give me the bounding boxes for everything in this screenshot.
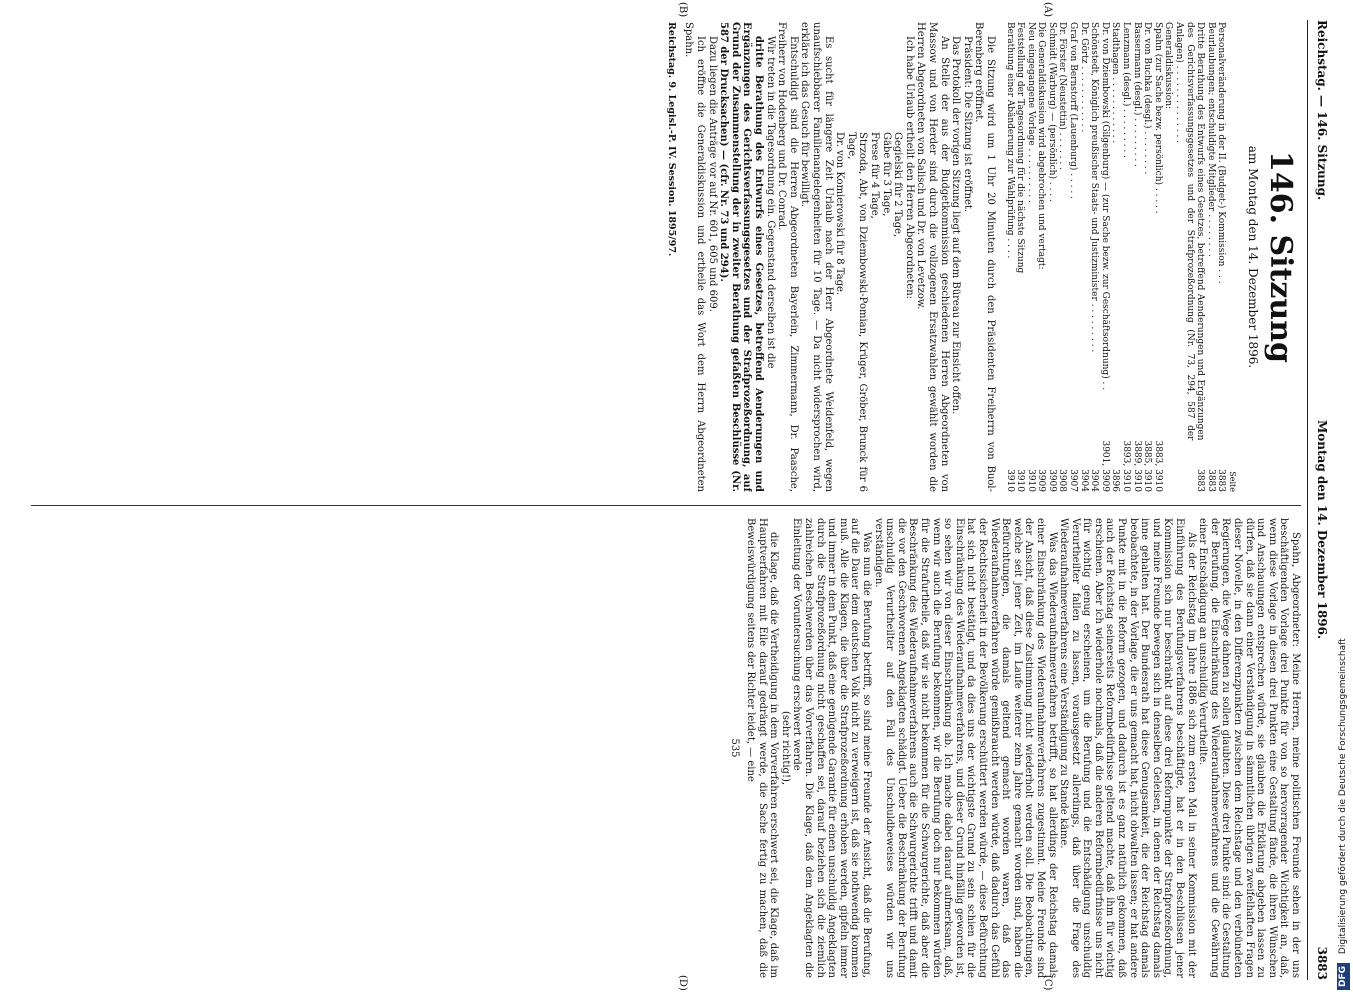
toc-entry-text: Schmidt (Warburg) — (persönlich) . . . . [1046,22,1057,202]
toc-entry-page: 3893, 3910 [1121,440,1132,492]
toc-entry-page: 3904 [1078,469,1089,492]
toc-row [1216,22,1227,492]
paragraph: Es sucht für längere Zeit Urlaub nach der Herr Abgeordnete Weidenfeld, wegen unaufschiebbarer Familienangelegenheiten für 10 Tage. — Da nicht widersprochen wird, erkläre ich das Gesuch für bewilligt. [799,22,834,492]
toc-entry-page: 3908 [1057,469,1068,492]
toc-row [1068,22,1079,492]
paragraph: (sehr richtig!), [779,710,791,786]
toc-entry-text: Berathung einer Abänderung zur Wahlprüfung . . . . [1004,22,1015,259]
toc-entry-text: Neu eingegangene Vorlage . . . . . . . . . . [1025,22,1036,203]
toc-entry-text: Graf von Bernstorff (Lauenburg) . . . . . [1068,22,1079,199]
toc-row [1004,22,1015,492]
paragraph: Frese für 4 Tage, [869,132,880,219]
running-header [1307,20,1335,980]
volume-footer: Reichstag. 9. Legisl.-P. IV. Session. 1895/97. [665,22,677,257]
toc-entry-page: 3904 [1089,469,1100,492]
paragraph: Strzoda, Abt, von Dziembowski-Pomian, Krüger, Gröber, Brunck für 6 Tage, [845,132,869,492]
toc-entry-page [1163,440,1174,492]
toc-row [1173,22,1205,492]
toc-row [1025,22,1036,492]
left-column [31,22,1301,492]
toc-row [1152,22,1163,492]
paragraph: Als der Reichstag im Jahre 1886 sich zum ersten Mal in seiner Kommission mit der Einführung des Berufungsverfahrens beschäftigte, hat er in den Beschlüssen jener Kommission sich nur beschränkt auf diese drei Reformpunkte der Strafprozeßordnung, und meine Freunde bewegen sich in denselben Geleisen, in denen der Reichstag damals inne gehalten hat. Der Bundesrath hat diese Genugsamkeit, die der Reichstag damals beobachtete, in der Vorlage, die er uns gemacht hat, nicht obwalten lassen; er hat andere Punkte mit in die Reform gezogen, und dadurch ist es ganz natürlich gekommen, daß auch der Reichstag seinerseits Reformbedürfnisse geltend machte, daß ihm für wichtig erschienen. Aber ich wiederhole nochmals, daß die anderen Reformbedürfnisse uns nicht für wichtig genug erscheinen, um die Berufung und die Entschädigung unschuldig Verurtheilter fallen zu lassen, vorausgesetzt allerdings, daß über die Frage des Wiederaufnahmeverfahrens eine Verständigung zu Stande käme. [1058,518,1197,978]
toc-entry-text: Dr. Görtz . . . . . . . . . . . . [1078,22,1089,133]
toc-entry-text: Schönstedt, Königlich preußischer Staats- und Justizminister . . . . . . . . . [1089,22,1100,353]
toc-row [1142,22,1153,492]
toc-row [1046,22,1057,492]
table-of-contents [1004,22,1226,492]
toc-entry-page: 3883 [1216,469,1227,492]
session-title: 146. Sitzung [1263,150,1298,364]
column-divider [31,505,1301,506]
margin-marker-a: (A) [1042,2,1053,18]
paragraph: Was nun die Berufung betrifft, so sind meine Freunde der Ansicht, daß die Berufung, auf die Dauer dem deutschen Volk nicht zu verweigern ist, daß sie nothwendig kommen muß. Alle die Klagen, die über die Strafprozeßordnung erhoben werden, gipfeln immer und immer in dem Punkt, daß eine genügende Garantie für einen unschuldig Angeklagten durch die Strafprozeßordnung nicht geschaffen sei, darauf beziehen sich die ziemlich zahlreichen Beschwerden über das Vorverfahren. Die Klage, daß dem Angeklagten die Einleitung der Voruntersuchung erschwert werde [791,518,873,978]
paragraph: Gäbe für 3 Tage, [880,132,892,217]
toc-row [1089,22,1100,492]
toc-entry-text: Feststellung der Tagesordnung für die nächste Sitzung [1015,22,1026,274]
toc-row [1015,22,1026,492]
paragraph: Die Sitzung wird um 1 Uhr 20 Minuten durch den Präsidenten Freiherrn von Buol-Berenberg eröffnet. [973,22,996,492]
header-left: Reichstag. — 146. Sitzung. [1315,20,1329,201]
paragraph: Wir treten in die Tagesordnung ein. Gegenstand derselben ist die [764,36,776,369]
toc-entry-page: 3896 [1110,469,1121,492]
paragraph: Das Protokoll der vorigen Sitzung liegt auf dem Büreau zur Einsicht offen. [950,36,962,415]
digitization-credit [1334,8,1352,990]
paragraph: Spahn, Abgeordneter: Meine Herren, meine politischen Freunde sehen in der uns beschäftigenden Vorlage drei Punkte für von so hervorragender Wichtigkeit an, daß, wenn diese Vorlage in diesen drei Punkten eine Gestaltung fände, die ihren Wünschen und Anschauungen entsprechen würde, sie glauben die Erklärung abgeben lassen zu dürfen, daß sie dann einer Verständigung in sämmtlichen übrigen zweifelhaften Fragen dieser Novelle, in den Differenzpunkten zwischen dem Reichstage und den verbündeten Regierungen, die Wege dahnen zu sollen glaubten. Diese drei Punkte sind: die Gestaltung der Berufung, die Einschränkung des Wiederaufnahmeverfahrens und die Gewährung einer Entschädigung an unschuldig Verurtheilte. [1197,518,1301,978]
toc-row [1120,22,1131,492]
toc-entry-page: 3909 [1046,469,1057,492]
paragraph: Entschuldigt sind die Herren Abgeordneten Bayerlein, Zimmermann, Dr. Paasche, Freiherr von Hodenberg und Dr. Conrad. [776,22,799,492]
paragraph: Dazu liegen die Anträge vor auf Nr. 601, 605 und 609. [706,36,718,312]
toc-entry-page: 3885, 3910 [1142,440,1153,492]
toc-entry-page: 3883 [1195,469,1206,492]
toc-entry-page: 3910 [1015,469,1026,492]
toc-entry-text: Stadthagen . . . . . . . . . . . . [1110,22,1121,144]
paragraph: An Stelle der aus der Budgetkommission geschiedenen Herren Abgeordneten von Massow und von Herder sind durch die vollzogenen Ersatzwahlen gewählt worden die Herren Abgeordneten von Salisch und Dr. von Levetzow. [915,22,950,492]
toc-entry-page: 3883 [1205,469,1216,492]
toc-row [1205,22,1216,492]
paragraph: Was das Wiederaufnahmeverfahren betrifft, so hat allerdings der Reichstag damals einer Einschränkung des Wiederaufnahmeverfahrens zugestimmt. Meine Freunde sind der Ansicht, daß diese Zustimmung nicht wiederholt werden soll. Die Beobachtungen, welche seit jener Zeit, im Laufe weiterer zehn Jahre gemacht worden sind, haben die Befürchtungen, die damals geltend gemacht worden waren, daß das Wiederaufnahmeverfahren würde gemißbraucht werden würde, daß dadurch das Gefühl der Rechtssicherheit in der Bevölkerung erschüttert werden würde, — diese Befürchtung hat sich nicht bestätigt, und da dies uns der wichtigste Grund zu sein schien für die Einschränkung des Wiederaufnahmeverfahrens, und dieser Grund hinfällig geworden ist, so sehen wir von dieser Einschränkung ab. Ich mache dabei darauf aufmerksam, daß, wenn wir auch die Berufung bekommen, wir die Berufung doch nur bekommen würden für die Strafurtheile, daß wir sie nicht bekommen für die Schwurgerichte, daß aber die Beschränkung des Wiederaufnahmeverfahrens auch die Schwurgerichte trifft und damit die vor den Geschworenen Angeklagten schädigt. Ueber die Beschränkung der Berufung unschuldig Verurtheilter auf den Fall des Unschuldbeweises würden wir uns verständigen. [872,518,1058,978]
right-column [31,518,1301,978]
toc-row [1057,22,1068,492]
paragraph: Ich habe Urlaub ertheilt den Herren Abgeordneten: [903,36,915,300]
toc-entry-text: Beurlaubungen; entschuldigte Mitglieder . . . . . . . . [1205,22,1216,258]
toc-seite-label: Seite [1228,471,1237,492]
toc-entry-text: Dr. Förster (Neustettin) . . . . . . . [1057,22,1068,170]
digitization-credit-text: Digitalisierung gefördert durch die Deutsche Forschungsgemeinschaft [1338,638,1348,955]
paragraph: Dr. von Komierowski für 8 Tage. [834,132,846,296]
margin-marker-d: (D) [677,975,688,991]
toc-entry-page: 3907 [1068,469,1079,492]
margin-marker-c: (C) [1042,975,1053,991]
paragraph: die Klage, daß die Vertheidigung in dem Vorverfahren erschwert sei, die Klage, daß im Hauptverfahren mit Eile darauf gedrängt werde, die Sache fertig zu machen, daß die Beweiswürdigung seitens der Richter leidet, — eine [745,518,780,978]
toc-entry-page: 3909 [1036,469,1047,492]
margin-marker-b: (B) [677,2,688,18]
toc-entry-text: Generaldiskussion: [1163,22,1174,110]
toc-entry-text: Spahn (zur Sache bezw. persönlich) . . . . . [1152,22,1163,214]
toc-entry-text: Dr. von Buchka (desgl.) . . . . . . . . [1142,22,1153,175]
paragraph: Gegielski für 2 Tage, [892,132,904,238]
toc-entry-page: 3910 [1004,469,1015,492]
toc-entry-text: Dr. von Dziembowski (Gilgenburg) — (zur Sache bezw. zur Geschäftsordnung) . . [1099,22,1110,391]
paragraph: dritte Berathung des Entwurfs eines Gesetzes, betreffend Aenderungen und Ergänzungen des Gerichtsverfassungsgesetzes und der Strafprozeßordnung, auf Grund der Zusammenstellung der in zweiter Berathung gefaßten Beschlüsse (Nr. 587 der Drucksachen) — (cfr. Nr. 73 und 294). [718,22,765,492]
toc-entry-text: Bassermann (desgl.) . . . . . . . . . [1131,22,1142,167]
toc-entry-page: 3910 [1025,469,1036,492]
toc-row [1036,22,1047,492]
paragraph: Präsident: Die Sitzung ist eröffnet. [961,36,973,213]
toc-entry-text: Lenzmann (desgl.) . . . . . . . . . [1121,22,1132,158]
header-center: Montag den 14. Dezember 1896. [1315,420,1329,640]
paragraph: Ich eröffne die Generaldiskussion und ertheile das Wort dem Herrn Abgeordneten Spahn. [683,22,707,492]
toc-entry-page: 3883, 3910 [1152,440,1163,492]
session-subtitle: am Montag den 14. Dezember 1896. [1246,145,1260,369]
toc-entry-text: Personalveränderung in der II. (Budget-) Kommission . . . [1216,22,1227,284]
sheet-number: 535 [729,738,741,758]
toc-row [1078,22,1089,492]
toc-row [1163,22,1174,492]
toc-entry-text: Die Generaldiskussion wird abgebrochen und vertagt: [1036,22,1047,270]
toc-entry-text: Dritte Berathung des Entwurfs eines Gesetzes, betreffend Aenderungen und Ergänzungen des Gerichtsverfassungsgesetzes und der Strafprozeßordnung (Nr. 73, 294, 587 der Anlagen) . . . . . . . . . . . . . . [1174,22,1206,441]
toc-entry-page: 3901, 3909 [1099,440,1110,492]
toc-entry-page: 3889, 3910 [1131,440,1142,492]
toc-row [1110,22,1121,492]
dfg-logo: DFG [1337,963,1350,990]
toc-row [1131,22,1142,492]
toc-row [1099,22,1110,492]
page-number: 3883 [1315,946,1329,980]
